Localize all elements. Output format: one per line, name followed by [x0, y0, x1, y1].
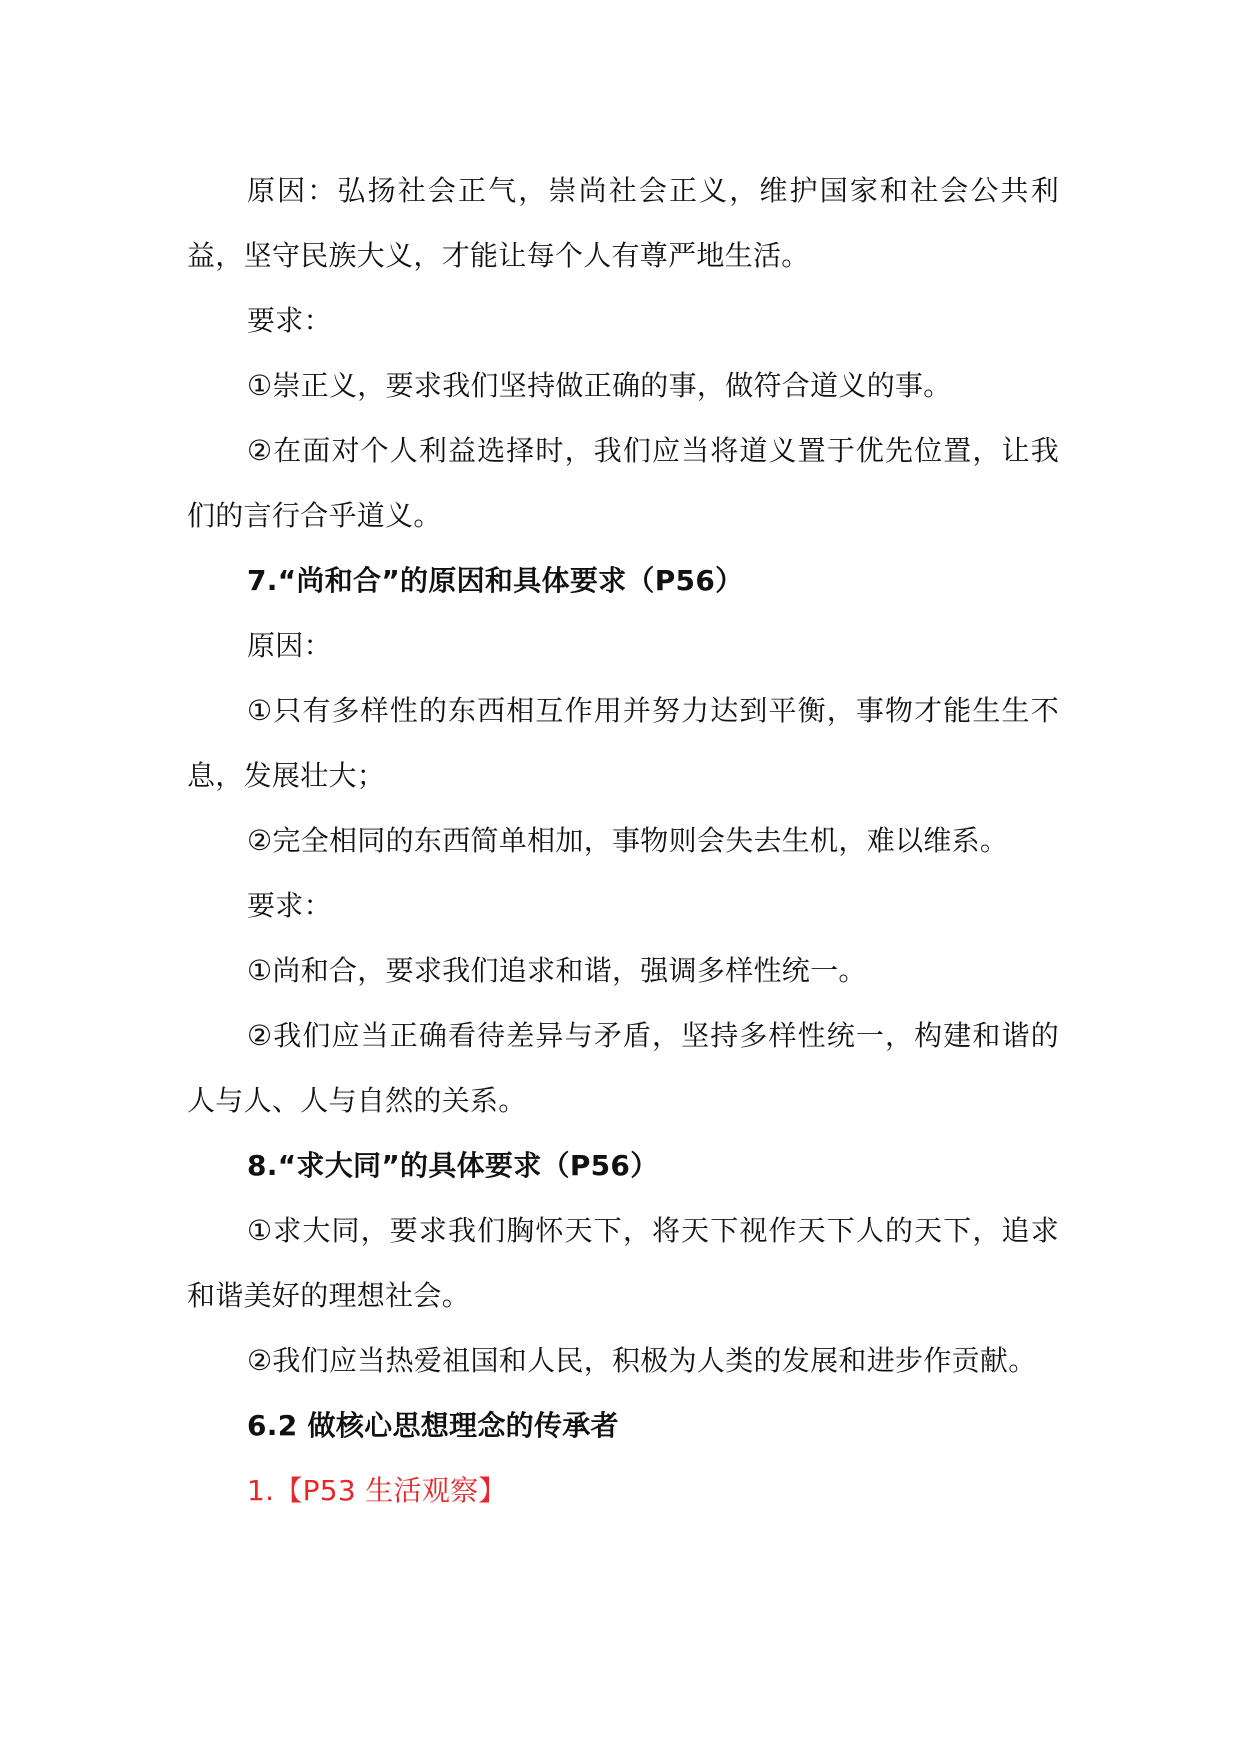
- paragraph-datong-point-1: ①求大同，要求我们胸怀天下，将天下视作天下人的天下，追求和谐美好的理想社会。: [187, 1214, 1059, 1312]
- paragraph-life-observation: 1.【P53 生活观察】: [247, 1474, 507, 1507]
- heading-section-6-2: 6.2 做核心思想理念的传承者: [247, 1409, 619, 1442]
- paragraph-datong-point-2: ②我们应当热爱祖国和人民，积极为人类的发展和进步作贡献。: [247, 1344, 1037, 1377]
- heading-section-7: 7.“尚和合”的原因和具体要求（P56）: [247, 564, 744, 597]
- document-body: [187, 158, 1059, 1523]
- paragraph-harmony-reason-2: ②完全相同的东西简单相加，事物则会失去生机，难以维系。: [247, 824, 1009, 857]
- paragraph-requirement-label: 要求：: [247, 304, 332, 337]
- paragraph-reason-justice: 原因：弘扬社会正气，崇尚社会正义，维护国家和社会公共利益，坚守民族大义，才能让每个人有尊严地生活。: [187, 174, 1059, 272]
- paragraph-requirement-label-2: 要求：: [247, 889, 332, 922]
- paragraph-harmony-point-2: ②我们应当正确看待差异与矛盾，坚持多样性统一，构建和谐的人与人、人与自然的关系。: [187, 1019, 1059, 1117]
- paragraph-harmony-reason-1: ①只有多样性的东西相互作用并努力达到平衡，事物才能生生不息，发展壮大；: [187, 694, 1059, 792]
- heading-section-8: 8.“求大同”的具体要求（P56）: [247, 1149, 659, 1182]
- paragraph-justice-point-1: ①崇正义，要求我们坚持做正确的事，做符合道义的事。: [247, 369, 952, 402]
- paragraph-reason-label: 原因：: [247, 629, 332, 662]
- paragraph-harmony-point-1: ①尚和合，要求我们追求和谐，强调多样性统一。: [247, 954, 867, 987]
- paragraph-justice-point-2: ②在面对个人利益选择时，我们应当将道义置于优先位置，让我们的言行合乎道义。: [187, 434, 1059, 532]
